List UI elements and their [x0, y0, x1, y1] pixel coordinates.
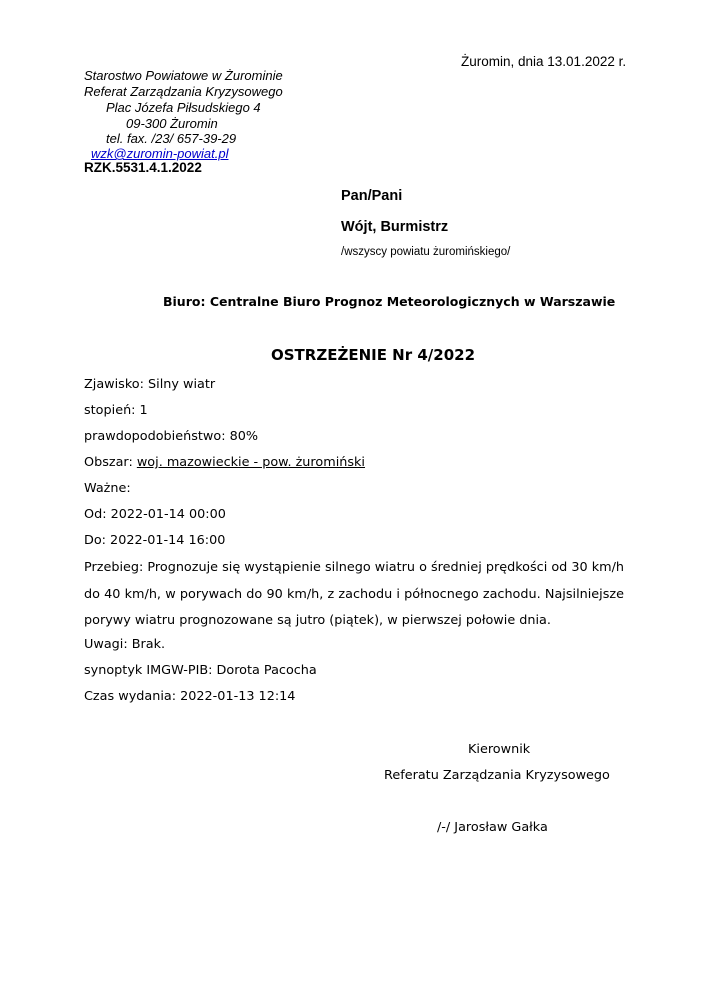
- issue-date: Żuromin, dnia 13.01.2022 r.: [461, 54, 627, 69]
- field-remarks: Uwagi: Brak.: [84, 637, 166, 652]
- recipient-salutation: Pan/Pani: [341, 188, 403, 204]
- field-valid-from: Od: 2022-01-14 00:00: [84, 507, 226, 522]
- field-phenomenon: Zjawisko: Silny wiatr: [84, 377, 216, 392]
- sender-email-link[interactable]: wzk@zuromin-powiat.pl: [91, 146, 229, 161]
- warning-title: OSTRZEŻENIE Nr 4/2022: [271, 346, 476, 364]
- signature-name: /-/ Jarosław Gałka: [437, 820, 548, 835]
- recipient-title: Wójt, Burmistrz: [341, 219, 449, 235]
- field-course-description: Przebieg: Prognozuje się wystąpienie silnego wiatru o średniej prędkości od 30 km/h do 40 km/h, w porywach do 90 km/h, z zachodu i północnego zachodu. Najsilniejsze porywy wiatru prognozowane są jutro (piątek), w pierwszej połowie dnia.: [84, 560, 624, 628]
- sender-phone-fax: tel. fax. /23/ 657-39-29: [106, 131, 237, 146]
- field-valid-label: Ważne:: [84, 481, 131, 496]
- field-area-label: Obszar:: [84, 455, 137, 470]
- field-issue-time: Czas wydania: 2022-01-13 12:14: [84, 689, 296, 704]
- issuing-office: Biuro: Centralne Biuro Prognoz Meteorologicznych w Warszawie: [163, 294, 616, 309]
- field-forecaster: synoptyk IMGW-PIB: Dorota Pacocha: [84, 663, 317, 678]
- field-area: [84, 455, 365, 470]
- sender-department: Referat Zarządzania Kryzysowego: [84, 84, 283, 99]
- field-probability: prawdopodobieństwo: 80%: [84, 429, 259, 444]
- reference-number: RZK.5531.4.1.2022: [84, 160, 202, 175]
- sender-postal-city: 09-300 Żuromin: [126, 116, 218, 131]
- sender-street: Plac Józefa Piłsudskiego 4: [106, 100, 261, 115]
- field-valid-to: Do: 2022-01-14 16:00: [84, 533, 226, 548]
- field-area-value: woj. mazowieckie - pow. żuromiński: [136, 455, 365, 470]
- recipient-scope: /wszyscy powiatu żuromińskiego/: [341, 246, 511, 258]
- field-degree: stopień: 1: [84, 403, 148, 418]
- signature-position: Kierownik: [468, 742, 531, 757]
- signature-department: Referatu Zarządzania Kryzysowego: [384, 768, 610, 783]
- sender-office: Starostwo Powiatowe w Żurominie: [84, 68, 283, 83]
